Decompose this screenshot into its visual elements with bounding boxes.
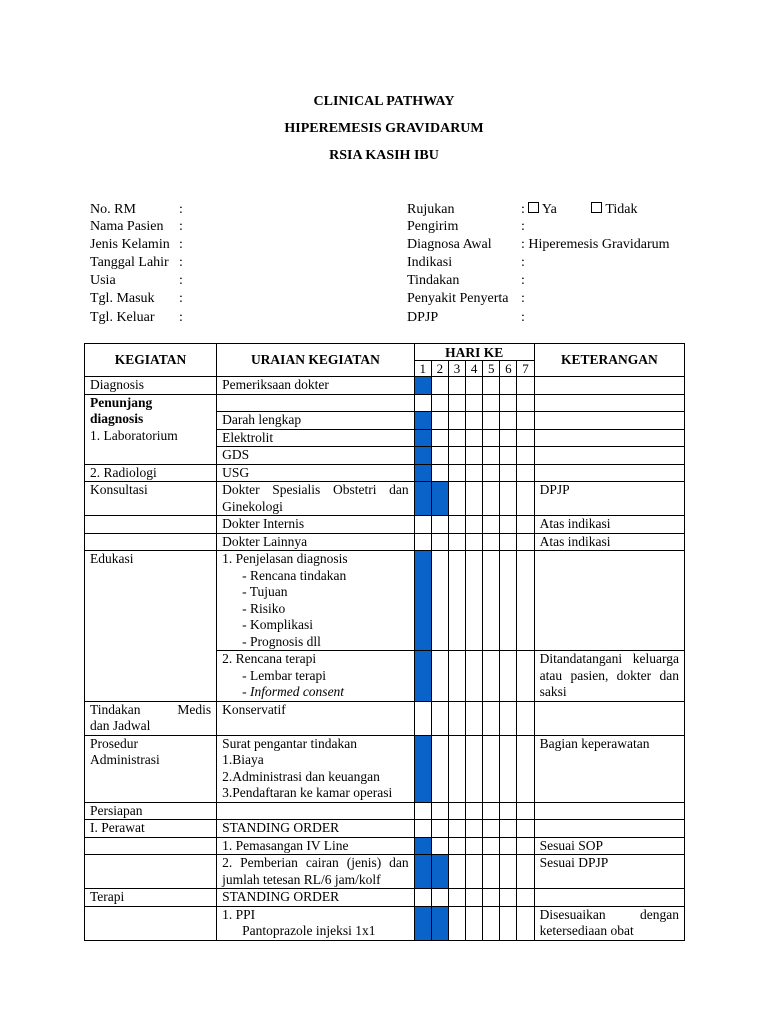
uraian-cell (217, 394, 415, 412)
day-cell (483, 802, 500, 820)
table-row (85, 533, 685, 551)
day-cell (448, 394, 465, 412)
day-cell (500, 516, 517, 534)
kegiatan-cell: Diagnosis (85, 377, 217, 395)
day-cell-filled (414, 651, 431, 702)
kegiatan-cell (85, 906, 217, 940)
table-row (85, 464, 685, 482)
day-cell-filled (414, 447, 431, 465)
day-cell-filled (414, 412, 431, 430)
kegiatan-cell: Persiapan (85, 802, 217, 820)
uraian-cell: USG (217, 464, 415, 482)
day-cell (517, 701, 534, 735)
day-cell (431, 516, 448, 534)
field-pengirim: Pengirim (407, 219, 459, 234)
keterangan-cell (534, 377, 684, 395)
day-cell (517, 482, 534, 516)
kegiatan-cell: Tindakan Medis dan Jadwal (85, 701, 217, 735)
keterangan-cell (534, 889, 684, 907)
keterangan-cell (534, 820, 684, 838)
day-cell (483, 906, 500, 940)
day-cell (466, 447, 483, 465)
field-sep: : (179, 219, 183, 234)
day-cell (517, 412, 534, 430)
keterangan-cell (534, 701, 684, 735)
uraian-cell: Dokter Lainnya (217, 533, 415, 551)
day-cell (483, 516, 500, 534)
keterangan-cell: Bagian keperawatan (534, 735, 684, 802)
uraian-cell: 2. Rencana terapi - Lembar terapi - Informed consent (217, 651, 415, 702)
keterangan-cell (534, 802, 684, 820)
day-cell (431, 412, 448, 430)
day-cell (483, 701, 500, 735)
uraian-cell: Dokter Internis (217, 516, 415, 534)
kegiatan-cell: Konsultasi (85, 482, 217, 516)
field-sep: : (179, 273, 183, 288)
keterangan-cell (534, 394, 684, 412)
day-cell (517, 394, 534, 412)
day-cell (517, 447, 534, 465)
day-cell (517, 651, 534, 702)
day-cell (500, 802, 517, 820)
field-tindakan: Tindakan (407, 273, 460, 288)
field-diagnosa-awal: Diagnosa Awal (407, 237, 492, 252)
table-row (85, 889, 685, 907)
day-cell (414, 516, 431, 534)
day-cell (431, 651, 448, 702)
day-cell-filled (414, 429, 431, 447)
day-cell (448, 516, 465, 534)
day-cell (483, 551, 500, 651)
table-row (85, 802, 685, 820)
day-cell (448, 820, 465, 838)
keterangan-cell: Atas indikasi (534, 516, 684, 534)
day-cell (466, 906, 483, 940)
day-cell (483, 820, 500, 838)
day-number: 3 (448, 361, 465, 377)
day-cell (431, 551, 448, 651)
uraian-cell: Darah lengkap (217, 412, 415, 430)
keterangan-cell: Sesuai SOP (534, 837, 684, 855)
keterangan-cell: Disesuaikan dengan ketersediaan obat (534, 906, 684, 940)
field-nama-pasien: Nama Pasien (90, 219, 164, 234)
day-cell (500, 429, 517, 447)
day-cell (448, 447, 465, 465)
day-cell (466, 735, 483, 802)
day-cell (500, 735, 517, 802)
day-cell (431, 820, 448, 838)
day-cell (448, 377, 465, 395)
day-cell (414, 394, 431, 412)
day-cell (466, 412, 483, 430)
kegiatan-cell: Edukasi (85, 551, 217, 702)
day-cell (517, 855, 534, 889)
day-cell (500, 377, 517, 395)
checkbox-tidak[interactable] (591, 202, 602, 213)
clinical-pathway-table (84, 343, 685, 941)
field-penyakit-penyerta: Penyakit Penyerta (407, 291, 509, 306)
keterangan-cell: Ditandatangani keluarga atau pasien, dokter dan saksi (534, 651, 684, 702)
day-cell (483, 735, 500, 802)
field-sep: : (521, 291, 525, 306)
day-cell (517, 889, 534, 907)
day-cell-filled (431, 855, 448, 889)
day-cell-filled (414, 482, 431, 516)
uraian-cell: Surat pengantar tindakan 1.Biaya 2.Administrasi dan keuangan 3.Pendaftaran ke kamar operasi (217, 735, 415, 802)
day-cell-filled (414, 837, 431, 855)
keterangan-cell (534, 412, 684, 430)
day-cell (466, 533, 483, 551)
header-uraian: URAIAN KEGIATAN (217, 344, 415, 377)
day-cell (448, 735, 465, 802)
day-cell (431, 377, 448, 395)
field-sep: : (521, 255, 525, 270)
day-cell (500, 889, 517, 907)
keterangan-cell: DPJP (534, 482, 684, 516)
day-cell (466, 551, 483, 651)
day-cell (414, 533, 431, 551)
day-cell (431, 394, 448, 412)
doc-title: CLINICAL PATHWAY (313, 94, 455, 109)
header-keterangan: KETERANGAN (534, 344, 684, 377)
day-cell (500, 464, 517, 482)
field-sep: : (521, 202, 525, 217)
table-row (85, 377, 685, 395)
uraian-cell: Pemeriksaan dokter (217, 377, 415, 395)
day-cell (466, 429, 483, 447)
day-cell (483, 837, 500, 855)
uraian-cell (217, 802, 415, 820)
table-row (85, 735, 685, 802)
day-cell (414, 701, 431, 735)
day-cell (500, 533, 517, 551)
field-sep: : (521, 273, 525, 288)
day-cell (448, 837, 465, 855)
day-cell (500, 551, 517, 651)
day-cell-filled (414, 855, 431, 889)
day-cell (448, 701, 465, 735)
keterangan-cell (534, 464, 684, 482)
day-cell (517, 551, 534, 651)
day-cell (448, 906, 465, 940)
day-cell (500, 394, 517, 412)
day-cell (466, 889, 483, 907)
day-cell (431, 447, 448, 465)
uraian-cell: Elektrolit (217, 429, 415, 447)
day-cell-filled (431, 482, 448, 516)
field-sep: : (179, 202, 183, 217)
day-cell (431, 464, 448, 482)
day-cell-filled (414, 377, 431, 395)
kegiatan-cell (85, 533, 217, 551)
day-number: 1 (414, 361, 431, 377)
day-cell (483, 533, 500, 551)
day-cell (500, 837, 517, 855)
field-sep: : (179, 237, 183, 252)
uraian-cell: GDS (217, 447, 415, 465)
field-sep: : (179, 291, 183, 306)
day-cell-filled (414, 906, 431, 940)
table-row (85, 906, 685, 940)
day-number: 7 (517, 361, 534, 377)
day-cell (448, 533, 465, 551)
day-cell (517, 735, 534, 802)
keterangan-cell: Sesuai DPJP (534, 855, 684, 889)
field-sep: : (179, 310, 183, 325)
day-cell (448, 482, 465, 516)
day-cell (500, 855, 517, 889)
day-cell (517, 533, 534, 551)
day-cell (431, 533, 448, 551)
option-ya-label: Ya (541, 202, 557, 217)
day-cell (500, 906, 517, 940)
uraian-cell: 2. Pemberian cairan (jenis) dan jumlah tetesan RL/6 jam/kolf (217, 855, 415, 889)
day-cell-filled (414, 735, 431, 802)
diagnosa-text: Hiperemesis Gravidarum (528, 237, 670, 252)
diagnosa-value (521, 236, 670, 254)
table-row (85, 394, 685, 412)
kegiatan-cell: Prosedur Administrasi (85, 735, 217, 802)
uraian-cell: 1. Pemasangan IV Line (217, 837, 415, 855)
day-cell (431, 701, 448, 735)
day-cell (483, 412, 500, 430)
kegiatan-cell: 2. Radiologi (85, 464, 217, 482)
day-cell (431, 837, 448, 855)
uraian-cell: Konservatif (217, 701, 415, 735)
day-cell (517, 377, 534, 395)
field-usia: Usia (90, 273, 116, 288)
day-cell (466, 394, 483, 412)
keterangan-cell (534, 551, 684, 651)
day-cell (448, 412, 465, 430)
day-cell (466, 377, 483, 395)
day-cell (466, 516, 483, 534)
day-cell (483, 464, 500, 482)
day-cell (466, 837, 483, 855)
day-cell (466, 482, 483, 516)
day-number: 2 (431, 361, 448, 377)
uraian-cell: STANDING ORDER (217, 820, 415, 838)
uraian-cell: 1. Penjelasan diagnosis - Rencana tindakan - Tujuan - Risiko - Komplikasi - Prognosis dll (217, 551, 415, 651)
field-sep: : (521, 219, 525, 234)
day-cell (500, 651, 517, 702)
day-cell (466, 820, 483, 838)
day-cell (448, 551, 465, 651)
kegiatan-cell (85, 855, 217, 889)
kegiatan-cell (85, 516, 217, 534)
day-cell (431, 429, 448, 447)
table-row (85, 551, 685, 651)
field-no-rm: No. RM (90, 202, 136, 217)
checkbox-ya[interactable] (528, 202, 539, 213)
day-cell (483, 889, 500, 907)
day-cell (517, 429, 534, 447)
day-cell (483, 447, 500, 465)
day-cell (483, 651, 500, 702)
day-cell (517, 820, 534, 838)
uraian-cell: Dokter Spesialis Obstetri dan Ginekologi (217, 482, 415, 516)
field-indikasi: Indikasi (407, 255, 453, 270)
table-row (85, 855, 685, 889)
day-cell (483, 394, 500, 412)
day-cell (448, 802, 465, 820)
field-jenis-kelamin: Jenis Kelamin (90, 237, 170, 252)
field-rujukan: Rujukan (407, 202, 455, 217)
day-cell (466, 855, 483, 889)
field-dpjp: DPJP (407, 310, 439, 325)
keterangan-cell: Atas indikasi (534, 533, 684, 551)
field-sep: : (179, 255, 183, 270)
day-cell (517, 837, 534, 855)
kegiatan-cell: Terapi (85, 889, 217, 907)
day-cell-filled (431, 906, 448, 940)
day-cell (431, 735, 448, 802)
day-cell (517, 516, 534, 534)
day-number: 6 (500, 361, 517, 377)
day-cell (483, 855, 500, 889)
header-hari-ke: HARI KE (414, 344, 534, 361)
uraian-cell: STANDING ORDER (217, 889, 415, 907)
day-cell (466, 701, 483, 735)
field-tanggal-lahir: Tanggal Lahir (90, 255, 169, 270)
doc-subtitle: HIPEREMESIS GRAVIDARUM (284, 121, 484, 136)
day-cell (517, 802, 534, 820)
table-row (85, 837, 685, 855)
kegiatan-cell: Penunjang diagnosis 1. Laboratorium (85, 394, 217, 464)
day-cell-filled (414, 551, 431, 651)
header-kegiatan: KEGIATAN (85, 344, 217, 377)
keterangan-cell (534, 447, 684, 465)
day-cell (483, 377, 500, 395)
day-cell (448, 651, 465, 702)
day-cell (500, 447, 517, 465)
day-cell (431, 889, 448, 907)
day-cell (483, 482, 500, 516)
field-tgl-keluar: Tgl. Keluar (90, 310, 155, 325)
day-cell (500, 412, 517, 430)
day-cell (448, 429, 465, 447)
day-cell (517, 464, 534, 482)
day-cell-filled (414, 464, 431, 482)
day-cell (466, 651, 483, 702)
day-cell (500, 820, 517, 838)
day-cell (448, 855, 465, 889)
keterangan-cell (534, 429, 684, 447)
table-row (85, 516, 685, 534)
day-cell (414, 802, 431, 820)
day-number: 5 (483, 361, 500, 377)
table-row (85, 701, 685, 735)
field-tgl-masuk: Tgl. Masuk (90, 291, 155, 306)
field-sep: : (521, 310, 525, 325)
day-cell (448, 464, 465, 482)
day-cell (466, 464, 483, 482)
day-cell (517, 906, 534, 940)
day-cell (414, 820, 431, 838)
day-number: 4 (466, 361, 483, 377)
day-cell (414, 889, 431, 907)
hospital-name: RSIA KASIH IBU (329, 148, 439, 163)
table-row (85, 820, 685, 838)
day-cell (466, 802, 483, 820)
kegiatan-cell: I. Perawat (85, 820, 217, 838)
day-cell (431, 802, 448, 820)
day-cell (500, 482, 517, 516)
field-sep: : (521, 237, 525, 252)
rujukan-options (521, 201, 638, 219)
kegiatan-cell (85, 837, 217, 855)
day-cell (483, 429, 500, 447)
day-cell (500, 701, 517, 735)
uraian-cell: 1. PPI Pantoprazole injeksi 1x1 (217, 906, 415, 940)
table-row (85, 482, 685, 516)
option-tidak-label: Tidak (605, 202, 638, 217)
day-cell (448, 889, 465, 907)
